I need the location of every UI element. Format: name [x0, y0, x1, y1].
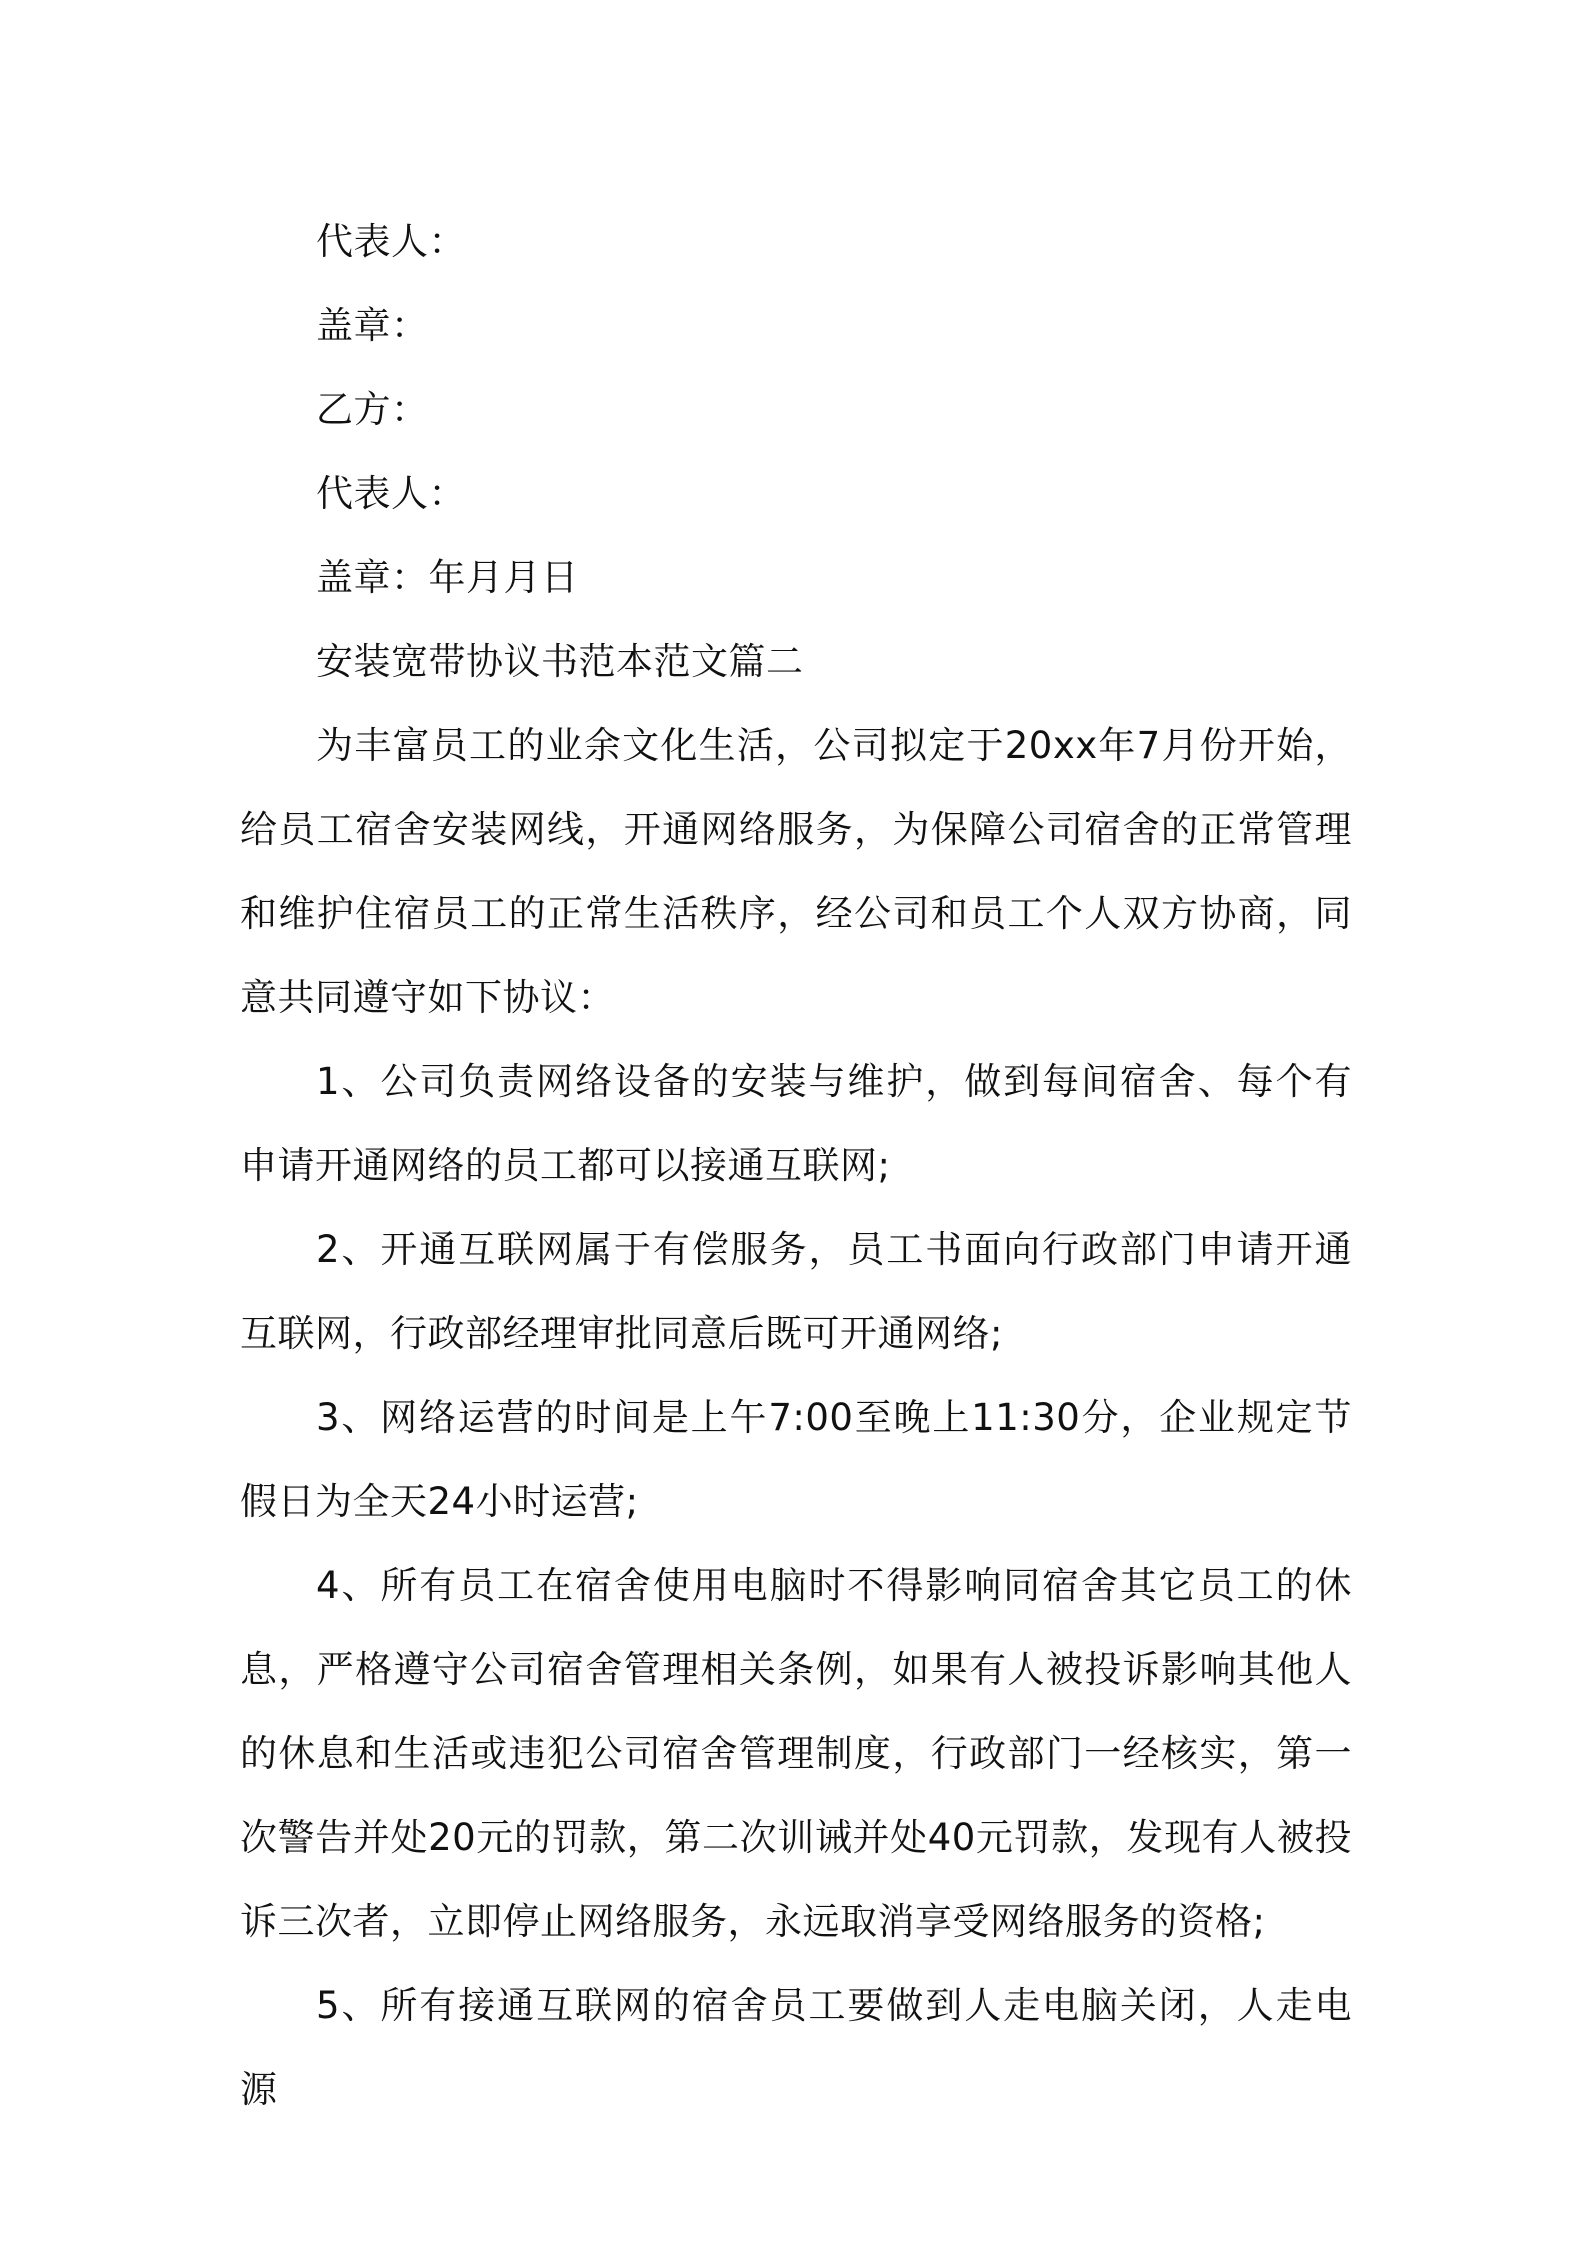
clause-5: 5、所有接通互联网的宿舍员工要做到人走电脑关闭，人走电源: [240, 1984, 1352, 2111]
document-body: [240, 200, 1352, 2132]
clause-2: 2、开通互联网属于有偿服务，员工书面向行政部门申请开通互联网，行政部经理审批同意后既可开通网络;: [240, 1228, 1352, 1355]
section-title: 安装宽带协议书范本范文篇二: [316, 640, 804, 683]
representative-line-a: 代表人：: [316, 220, 466, 263]
representative-line-b: 代表人：: [316, 472, 466, 515]
seal-line-a: 盖章：: [316, 304, 429, 347]
intro-paragraph: 为丰富员工的业余文化生活，公司拟定于20xx年7月份开始，给员工宿舍安装网线，开通网络服务，为保障公司宿舍的正常管理和维护住宿员工的正常生活秩序，经公司和员工个人双方协商，同意共同遵守如下协议：: [240, 724, 1352, 1019]
clause-1: 1、公司负责网络设备的安装与维护，做到每间宿舍、每个有申请开通网络的员工都可以接通互联网;: [240, 1060, 1352, 1187]
seal-date-line: 盖章：年月月日: [316, 556, 579, 599]
clause-4: 4、所有员工在宿舍使用电脑时不得影响同宿舍其它员工的休息，严格遵守公司宿舍管理相关条例，如果有人被投诉影响其他人的休息和生活或违犯公司宿舍管理制度，行政部门一经核实，第一次警告并处20元的罚款，第二次训诫并处40元罚款，发现有人被投诉三次者，立即停止网络服务，永远取消享受网络服务的资格;: [240, 1564, 1352, 1943]
party-b-line: 乙方：: [316, 388, 429, 431]
clause-3: 3、网络运营的时间是上午7:00至晚上11:30分，企业规定节假日为全天24小时运营;: [240, 1396, 1352, 1523]
